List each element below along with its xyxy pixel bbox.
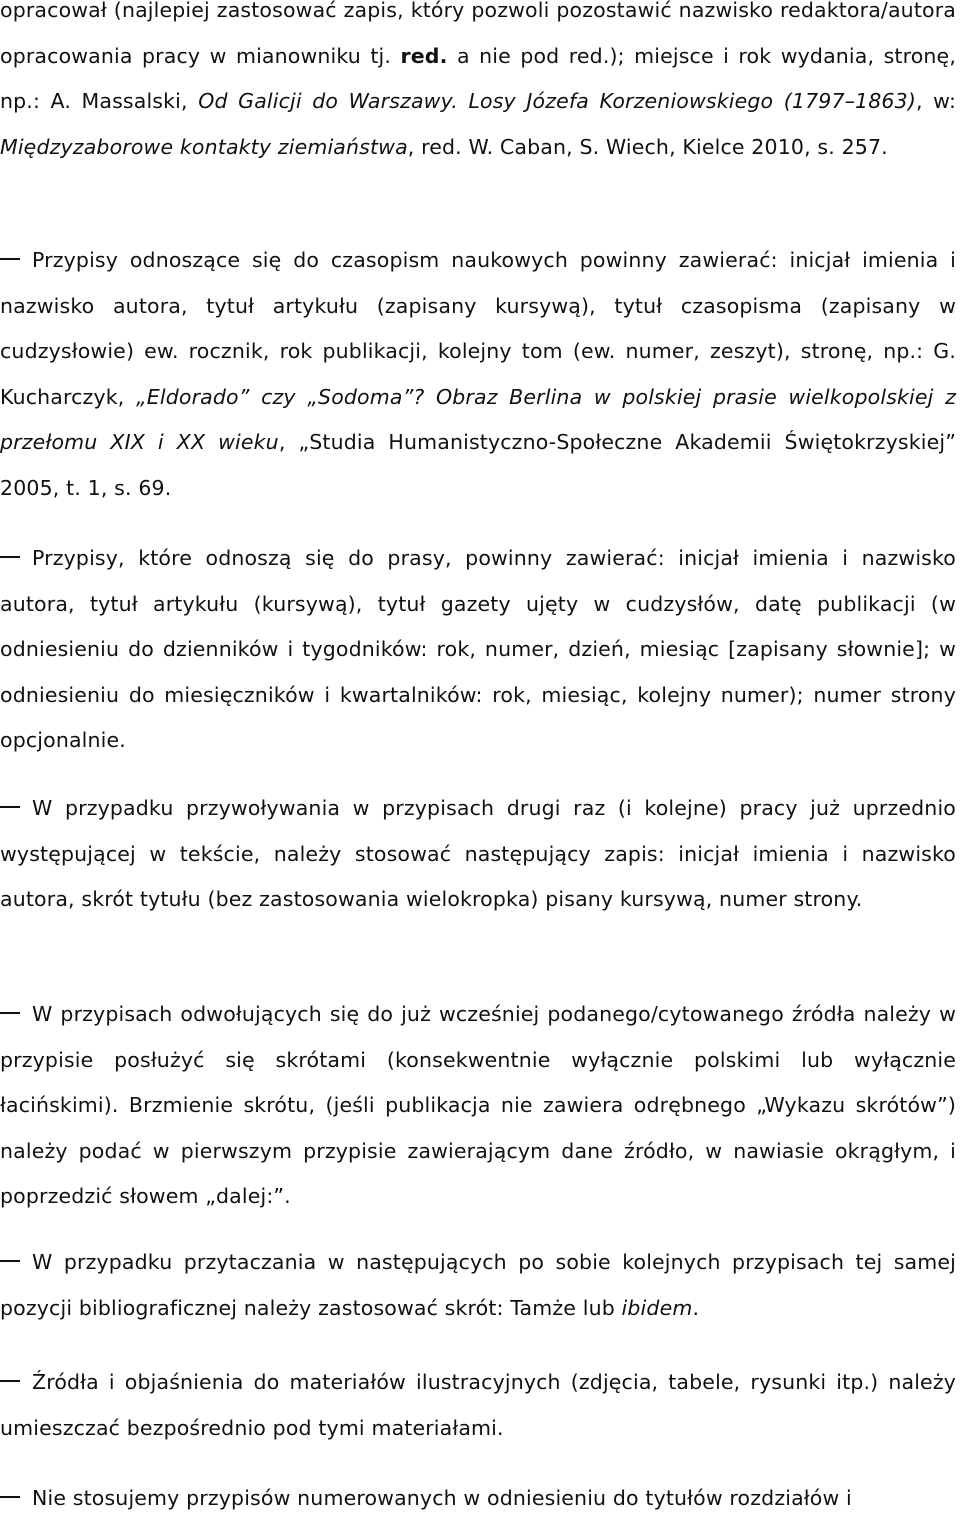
text-italic: Międzyzaborowe kontakty ziemiaństwa bbox=[0, 134, 408, 159]
text: Przypisy odnoszące się do czasopism naukowych powinny zawierać: inicjał imienia i nazwisko autora, tytuł artykułu (zapisany kursywą), tytuł czasopisma (zapisany w cudzysłowie) ew. rocznik, rok publikacji, kolejny tom (ew. numer, zeszyt), stronę, np.: G. Kucharczyk, bbox=[0, 248, 956, 409]
text-italic: ibidem bbox=[621, 1295, 693, 1320]
text: , red. W. Caban, S. Wiech, Kielce 2010, s. 257. bbox=[407, 134, 888, 159]
text: opracował (najlepiej zastosować zapis, który pozwoli pozostawić nazwisko redaktora/autora opracowania pracy w mianowniku tj. bbox=[0, 0, 956, 68]
dash-bullet bbox=[0, 1012, 20, 1014]
dash-bullet bbox=[0, 1380, 20, 1382]
text: W przypisach odwołujących się do już wcześniej podanego/cytowanego źródła należy w przypisie posłużyć się skrótami (konsekwentnie wyłącznie polskimi lub wyłącznie łacińskimi). Brzmienie skrótu, (jeśli publikacja nie zawiera odrębnego „Wykazu skrótów”) należy podać w pierwszym przypisie zawierającym dane źródło, w nawiasie okrągłym, i poprzedzić słowem „dalej:”. bbox=[0, 1002, 956, 1209]
text: Przypisy, które odnoszą się do prasy, powinny zawierać: inicjał imienia i nazwisko autora, tytuł artykułu (kursywą), tytuł gazety ujęty w cudzysłów, datę publikacji (w odniesieniu do dzienników i tygodników: rok, numer, dzień, miesiąc [zapisany słownie]; w odniesieniu do miesięczników i kwartalników: rok, miesiąc, kolejny numer); numer strony opcjonalnie. bbox=[0, 546, 956, 753]
paragraph-repeated-citation bbox=[0, 786, 956, 923]
dash-bullet bbox=[0, 1496, 20, 1498]
text: W przypadku przytaczania w następujących po sobie kolejnych przypisach tej samej pozycji bibliograficznej należy zastosować skrót: Tamże lub bbox=[0, 1250, 956, 1320]
text-italic: Od Galicji do Warszawy. Losy Józefa Korzeniowskiego (1797–1863) bbox=[198, 89, 916, 114]
dash-bullet bbox=[0, 258, 20, 260]
text: Nie stosujemy przypisów numerowanych w odniesieniu do tytułów rozdziałów i bbox=[32, 1486, 852, 1510]
dash-bullet bbox=[0, 556, 20, 558]
paragraph-ibidem bbox=[0, 1240, 956, 1331]
dash-bullet bbox=[0, 806, 20, 808]
text: W przypadku przywoływania w przypisach drugi raz (i kolejne) pracy już uprzednio występującej w tekście, należy stosować następujący zapis: inicjał imienia i nazwisko autora, skrót tytułu (bez zastosowania wielokropka) pisany kursywą, numer strony. bbox=[0, 796, 956, 912]
text: . bbox=[692, 1295, 700, 1320]
paragraph-continuation bbox=[0, 0, 956, 170]
paragraph-illustrations bbox=[0, 1360, 956, 1451]
paragraph-journal-footnotes bbox=[0, 238, 956, 512]
paragraph-press-footnotes bbox=[0, 536, 956, 764]
text: Źródła i objaśnienia do materiałów ilustracyjnych (zdjęcia, tabele, rysunki itp.) należy umieszczać bezpośrednio pod tymi materiałami. bbox=[0, 1370, 956, 1440]
text-italic: „Eldorado” czy „Sodoma”? Obraz Berlina w polskiej prasie wielkopolskiej z przełomu XIX i XX wieku bbox=[0, 384, 956, 455]
text: , w: bbox=[915, 89, 957, 114]
text-bold: red. bbox=[400, 43, 448, 68]
paragraph-abbreviations bbox=[0, 992, 956, 1220]
text: a nie pod red.); miejsce i rok wydania, stronę, np.: A. Massalski, bbox=[0, 43, 956, 114]
text: , „Studia Humanistyczno-Społeczne Akademii Świętokrzyskiej” 2005, t. 1, s. 69. bbox=[0, 430, 956, 500]
dash-bullet bbox=[0, 1260, 20, 1262]
